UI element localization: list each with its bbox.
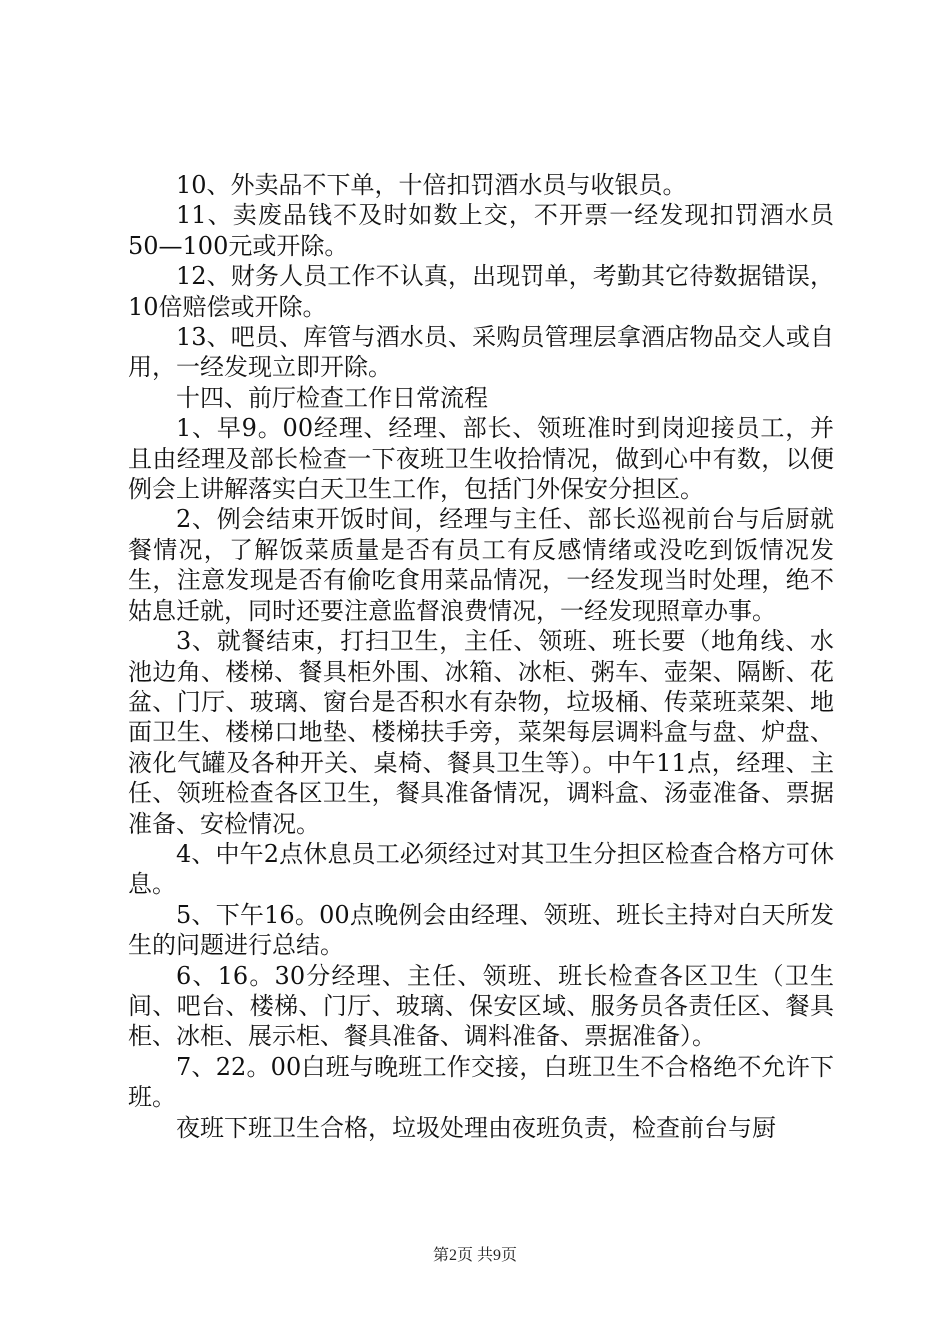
page-footer: 第2页 共9页 bbox=[432, 1247, 517, 1264]
body-text bbox=[128, 170, 834, 1143]
paragraph: 5、下午16。00点晚例会由经理、领班、班长主持对白天所发生的问题进行总结。 bbox=[128, 900, 834, 960]
paragraph: 12、财务人员工作不认真，出现罚单，考勤其它待数据错误，10倍赔偿或开除。 bbox=[128, 262, 834, 321]
paragraph: 3、就餐结束，打扫卫生，主任、领班、班长要（地角线、水池边角、楼梯、餐具柜外围、冰箱、冰柜、粥车、壶架、隔断、花盆、门厅、玻璃、窗台是否积水有杂物，垃圾桶、传菜班菜架、地面卫生、楼梯口地垫、楼梯扶手旁，菜架每层调料盒与盘、炉盘、液化气罐及各种开关、桌椅、餐具卫生等）。中午11点，经理、主任、领班检查各区卫生，餐具准备情况，调料盒、汤壶准备、票据准备、安检情况。 bbox=[128, 627, 834, 838]
paragraph: 7、22。00白班与晚班工作交接，白班卫生不合格绝不允许下班。 bbox=[128, 1052, 834, 1112]
paragraph: 2、例会结束开饭时间，经理与主任、部长巡视前台与后厨就餐情况，了解饭菜质量是否有员工有反感情绪或没吃到饭情况发生，注意发现是否有偷吃食用菜品情况，一经发现当时处理，绝不姑息迁就，同时还要注意监督浪费情况，一经发现照章办事。 bbox=[128, 505, 834, 625]
paragraph: 4、中午2点休息员工必须经过对其卫生分担区检查合格方可休息。 bbox=[128, 839, 834, 899]
paragraph: 13、吧员、库管与酒水员、采购员管理层拿酒店物品交人或自用，一经发现立即开除。 bbox=[128, 323, 834, 382]
paragraph: 夜班下班卫生合格，垃圾处理由夜班负责，检查前台与厨 bbox=[176, 1113, 776, 1142]
paragraph: 1、早9。00经理、经理、部长、领班准时到岗迎接员工，并且由经理及部长检查一下夜班卫生收拾情况，做到心中有数，以便例会上讲解落实白天卫生工作，包括门外保安分担区。 bbox=[128, 414, 834, 504]
paragraph: 6、16。30分经理、主任、领班、班长检查各区卫生（卫生间、吧台、楼梯、门厅、玻璃、保安区域、服务员各责任区、餐具柜、冰柜、展示柜、餐具准备、调料准备、票据准备）。 bbox=[128, 961, 834, 1051]
paragraph: 10、外卖品不下单，十倍扣罚酒水员与收银员。 bbox=[176, 171, 687, 199]
section-heading: 十四、前厅检查工作日常流程 bbox=[176, 383, 488, 412]
paragraph: 11、卖废品钱不及时如数上交，不开票一经发现扣罚酒水员50—100元或开除。 bbox=[128, 201, 834, 260]
